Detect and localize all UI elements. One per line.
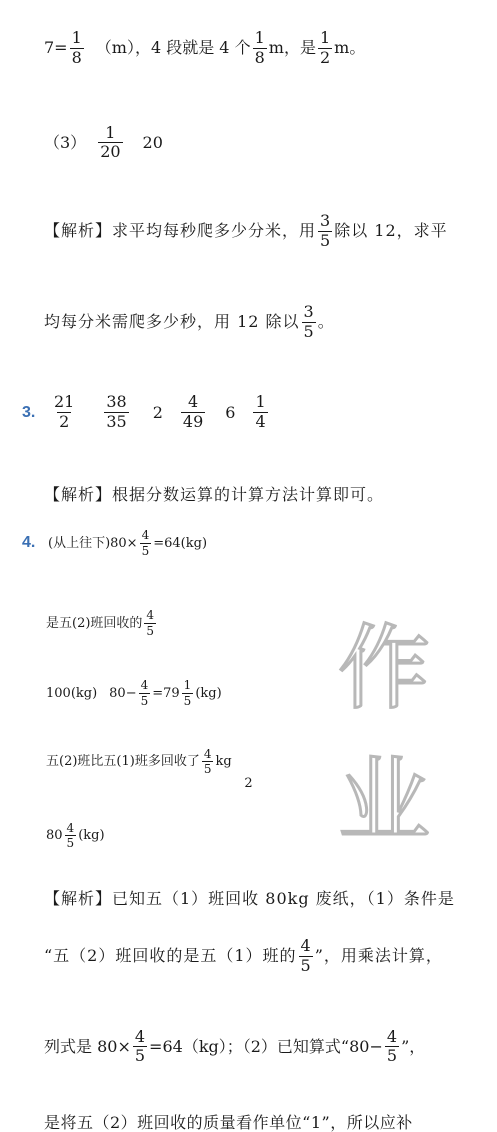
fraction bbox=[133, 1026, 147, 1066]
text: 80 bbox=[46, 828, 63, 844]
fraction bbox=[302, 301, 316, 341]
analysis-line-3 bbox=[44, 484, 497, 504]
text: 除以 12，求平 bbox=[334, 221, 448, 241]
fraction bbox=[202, 748, 214, 776]
value: 6 bbox=[225, 402, 236, 422]
numerator: 1 bbox=[319, 28, 331, 47]
text: 是五(2)班回收的 bbox=[46, 615, 143, 631]
text: 列式是 80× bbox=[44, 1036, 131, 1056]
numerator: 4 bbox=[141, 527, 150, 542]
numerator: 1 bbox=[105, 122, 116, 142]
numerator: 38 bbox=[106, 392, 127, 412]
numerator: 3 bbox=[303, 301, 314, 321]
fraction bbox=[318, 213, 332, 250]
numerator: 4 bbox=[66, 820, 75, 835]
denominator: 5 bbox=[303, 321, 314, 341]
numerator: 1 bbox=[71, 28, 82, 47]
analysis-line-6 bbox=[44, 1026, 497, 1066]
denominator: 5 bbox=[141, 543, 150, 558]
denominator: 5 bbox=[146, 623, 155, 638]
denominator: 35 bbox=[106, 412, 127, 432]
text: 。 bbox=[317, 312, 334, 332]
question-number: 3. bbox=[22, 403, 36, 421]
fraction bbox=[318, 30, 332, 67]
numerator: 1 bbox=[255, 392, 266, 412]
text: 100(kg) bbox=[46, 685, 98, 701]
numerator: 4 bbox=[146, 608, 155, 623]
text: (kg) bbox=[78, 828, 105, 844]
fraction bbox=[98, 122, 122, 162]
question-4-line-1 bbox=[22, 529, 497, 557]
analysis-line-7 bbox=[44, 1115, 497, 1131]
question-4-line-2 bbox=[46, 609, 497, 637]
analysis-line-5 bbox=[44, 935, 497, 975]
text: 20 bbox=[142, 132, 163, 152]
text: （m），4 段就是 4 个 bbox=[95, 38, 251, 58]
value: 2 bbox=[152, 402, 163, 422]
page-number: 2 bbox=[244, 776, 253, 791]
watermark: 作业 bbox=[338, 615, 433, 854]
numerator: 4 bbox=[386, 1026, 398, 1046]
question-number: 4. bbox=[22, 534, 36, 552]
text: 80− bbox=[109, 685, 137, 701]
text: m，是 bbox=[268, 38, 316, 58]
denominator: 5 bbox=[183, 693, 192, 708]
denominator: 49 bbox=[182, 412, 204, 432]
analysis-line-1 bbox=[44, 213, 497, 250]
fraction bbox=[139, 679, 151, 707]
text: ”，用乘法计算， bbox=[314, 946, 443, 966]
question-4-line-5 bbox=[46, 822, 497, 850]
denominator: 2 bbox=[59, 412, 70, 432]
text: kg bbox=[215, 754, 232, 770]
fraction bbox=[140, 529, 152, 557]
numerator: 4 bbox=[140, 678, 149, 693]
fraction bbox=[182, 679, 194, 707]
analysis-line-2 bbox=[44, 301, 497, 341]
fraction bbox=[65, 822, 77, 850]
numerator: 4 bbox=[187, 392, 199, 412]
text: 是将五（2）班回收的质量看作单位“1”，所以应补 bbox=[44, 1113, 413, 1132]
denominator: 5 bbox=[320, 230, 331, 250]
numerator: 21 bbox=[54, 392, 75, 412]
numerator: 1 bbox=[254, 28, 265, 47]
numerator: 4 bbox=[300, 935, 311, 955]
denominator: 5 bbox=[386, 1046, 398, 1066]
answer-line-1 bbox=[44, 30, 497, 67]
text: =79 bbox=[152, 685, 180, 701]
text: (kg) bbox=[195, 685, 222, 701]
fraction bbox=[104, 394, 128, 431]
question-4-line-3 bbox=[46, 679, 497, 707]
numerator: 1 bbox=[183, 678, 192, 693]
fraction bbox=[144, 609, 156, 637]
text: 【解析】已知五（1）班回收 80kg 废纸，（1）条件是 bbox=[44, 888, 455, 908]
fraction bbox=[385, 1026, 399, 1066]
fraction bbox=[70, 30, 84, 67]
denominator: 5 bbox=[300, 955, 311, 975]
fraction bbox=[52, 394, 76, 431]
denominator: 5 bbox=[66, 836, 75, 851]
text: “五（2）班回收的是五（1）班的 bbox=[44, 946, 297, 966]
fraction bbox=[181, 394, 205, 431]
text: (从上往下)80× bbox=[48, 535, 138, 551]
text: =64(kg) bbox=[153, 535, 208, 551]
numerator: 3 bbox=[320, 211, 331, 231]
question-4-line-4 bbox=[46, 748, 497, 776]
text: 【解析】求平均每秒爬多少分米，用 bbox=[44, 221, 317, 241]
text: （3） bbox=[44, 132, 87, 152]
numerator: 4 bbox=[134, 1026, 146, 1046]
fraction bbox=[299, 935, 313, 975]
text: m。 bbox=[334, 38, 366, 58]
denominator: 8 bbox=[254, 47, 265, 67]
fraction bbox=[253, 30, 267, 67]
text: 7= bbox=[44, 38, 68, 58]
text: 均每分米需爬多少秒，用 12 除以 bbox=[44, 312, 300, 332]
denominator: 8 bbox=[71, 47, 82, 67]
text: =64（kg）；（2）已知算式“80− bbox=[149, 1036, 383, 1056]
denominator: 5 bbox=[203, 762, 212, 777]
analysis-line-4 bbox=[44, 888, 497, 908]
denominator: 2 bbox=[319, 47, 331, 67]
text: 【解析】根据分数运算的计算方法计算即可。 bbox=[44, 484, 385, 504]
text: ”， bbox=[401, 1036, 426, 1056]
answer-line-2 bbox=[44, 122, 497, 162]
fraction bbox=[253, 394, 267, 431]
denominator: 20 bbox=[100, 142, 121, 162]
denominator: 4 bbox=[255, 412, 266, 432]
denominator: 5 bbox=[140, 693, 149, 708]
question-3-answers bbox=[22, 394, 497, 431]
numerator: 4 bbox=[203, 746, 212, 761]
text: 五(2)班比五(1)班多回收了 bbox=[46, 754, 200, 770]
denominator: 5 bbox=[134, 1046, 146, 1066]
